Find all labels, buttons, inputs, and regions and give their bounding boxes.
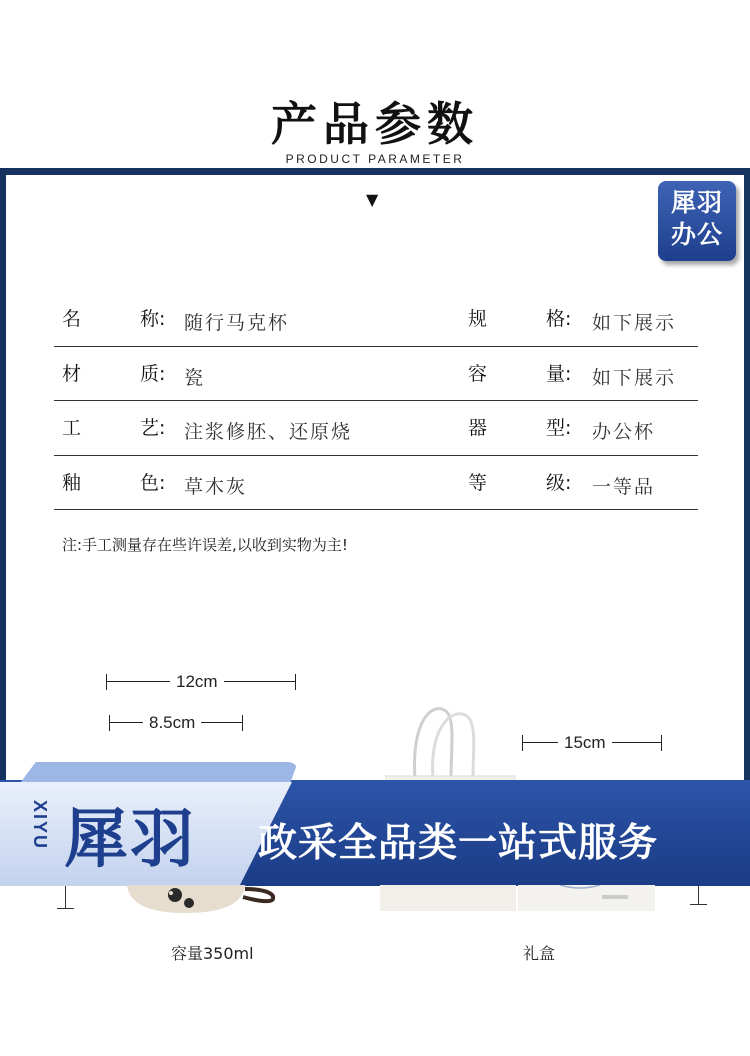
down-arrow-icon: ▼ [366, 190, 379, 209]
spec-key: 名 [62, 308, 82, 330]
dimension-tick [57, 908, 74, 909]
dimension-tick [698, 886, 699, 904]
frame-border-top [0, 168, 750, 175]
banner-slogan: 政采全品类一站式服务 [258, 821, 659, 866]
page-title: 产品参数 [271, 97, 479, 151]
spec-value: 办公杯 [592, 421, 656, 443]
spec-key: 格: [546, 308, 572, 330]
dimension-cap [109, 715, 110, 731]
spec-key: 釉 [62, 471, 82, 494]
spec-row [54, 456, 698, 511]
gift-bag-image [385, 700, 520, 790]
spec-value: 瓷 [184, 366, 206, 389]
frame-border-left [0, 168, 6, 788]
dimension-label: 8.5cm [143, 713, 201, 733]
spec-key: 色: [140, 471, 166, 494]
spec-row [54, 292, 698, 347]
spec-key: 器 [468, 417, 488, 439]
spec-key: 工 [62, 417, 82, 439]
brand-latin-text: XIYU [30, 800, 50, 851]
spec-key: 材 [62, 362, 82, 385]
spec-value: 草木灰 [184, 475, 248, 498]
dimension-cap [522, 735, 523, 751]
spec-key: 艺: [140, 417, 166, 439]
dimension-label: 12cm [170, 672, 224, 692]
spec-key: 称: [140, 308, 166, 330]
dimension-cap [661, 735, 662, 751]
dimension-mug-inner [109, 713, 243, 733]
gift-box-image [380, 885, 655, 911]
spec-key: 等 [468, 471, 488, 494]
dimension-label: 15cm [558, 733, 612, 753]
spec-key: 规 [468, 308, 488, 330]
spec-row [54, 347, 698, 402]
spec-value: 随行马克杯 [184, 312, 290, 334]
brand-logo-badge [658, 181, 736, 261]
spec-row [54, 401, 698, 456]
dimension-cap [295, 674, 296, 690]
page-subtitle: PRODUCT PARAMETER [285, 152, 465, 166]
spec-key: 级: [546, 471, 572, 494]
logo-line-2: 办公 [670, 220, 723, 249]
dimension-tick [65, 886, 66, 908]
frame-border-right [744, 168, 750, 788]
spec-key: 量: [546, 362, 572, 385]
dimension-box-width [522, 733, 662, 753]
dimension-tick [690, 904, 707, 905]
spec-value: 如下展示 [592, 312, 677, 334]
spec-value: 如下展示 [592, 366, 677, 389]
spec-table [54, 292, 698, 510]
mug-image [125, 885, 275, 915]
caption-box: 礼盒 [523, 944, 556, 963]
dimension-cap [106, 674, 107, 690]
dimension-cap [242, 715, 243, 731]
spec-value: 一等品 [592, 475, 656, 498]
spec-value: 注浆修胚、还原烧 [184, 421, 353, 443]
brand-name: 犀羽 [64, 803, 196, 877]
spec-key: 容 [468, 362, 488, 385]
caption-mug: 容量350ml [171, 944, 254, 963]
dimension-mug-width [106, 672, 296, 692]
logo-line-1: 犀羽 [670, 188, 723, 217]
measurement-note: 注:手工测量存在些许误差,以收到实物为主! [62, 536, 348, 554]
spec-key: 质: [140, 362, 166, 385]
spec-key: 型: [546, 417, 572, 439]
